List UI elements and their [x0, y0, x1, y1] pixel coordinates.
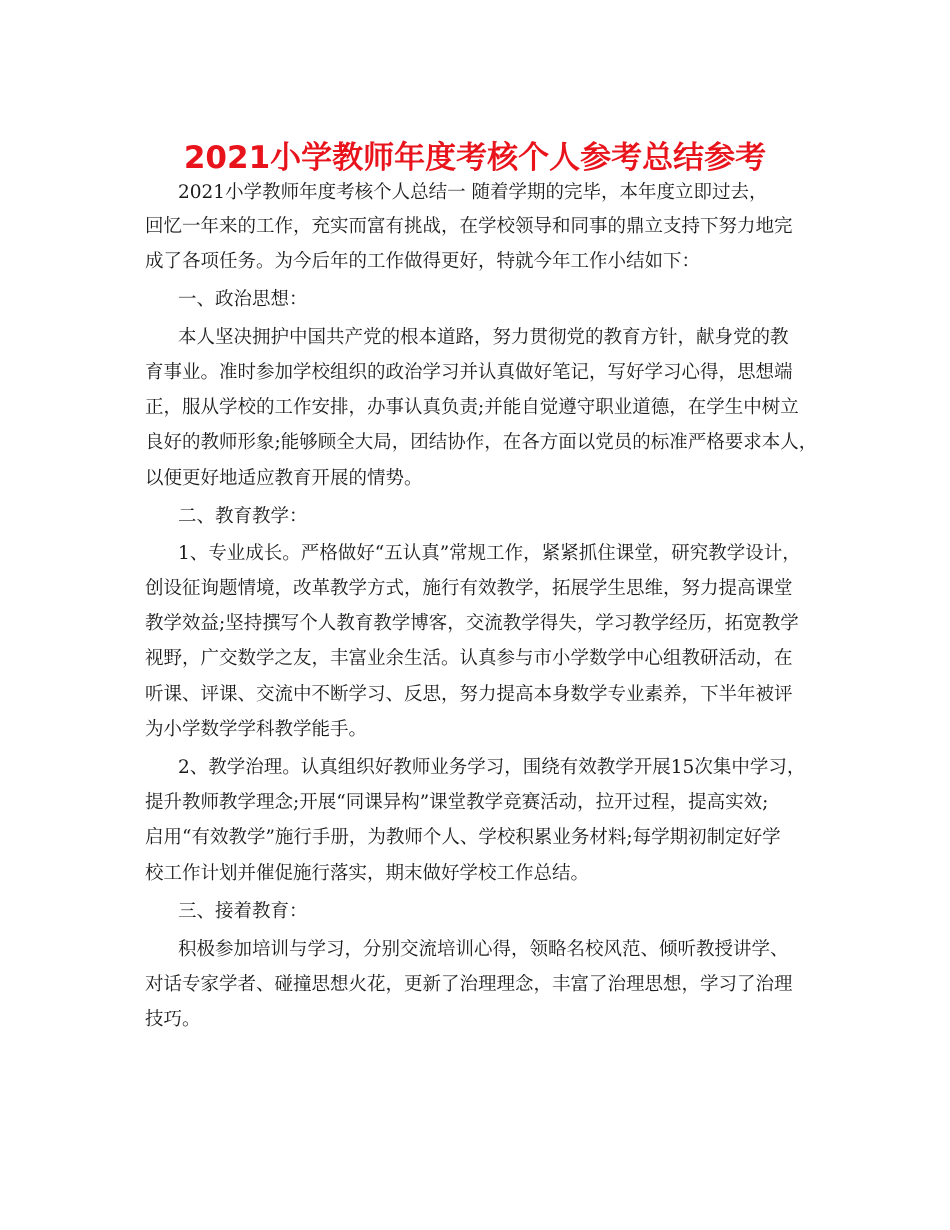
paragraph-line: 2021小学教师年度考核个人总结一 随着学期的完毕，本年度立即过去，	[178, 182, 768, 203]
paragraph-line: 技巧。	[145, 1009, 201, 1030]
paragraph-line: 回忆一年来的工作，充实而富有挑战，在学校领导和同事的鼎立支持下努力地完	[145, 216, 793, 237]
paragraph-line: 视野，广交数学之友，丰富业余生活。认真参与市小学数学中心组教研活动，在	[145, 648, 793, 669]
paragraph-line: 以便更好地适应教育开展的情势。	[145, 468, 423, 489]
paragraph-line: 启用“有效教学”施行手册，为教师个人、学校积累业务材料;每学期初制定好学	[145, 827, 781, 848]
paragraph-line: 为小学数学学科教学能手。	[145, 719, 368, 740]
paragraph-line: 听课、评课、交流中不断学习、反思，努力提高本身数学专业素养，下半年被评	[145, 684, 793, 705]
paragraph-line: 育事业。准时参加学校组织的政治学习并认真做好笔记，写好学习心得，思想端	[145, 362, 793, 383]
paragraph-line: 教学效益;坚持撰写个人教育教学博客，交流教学得失，学习教学经历，拓宽教学	[145, 613, 799, 634]
document-title: 2021小学教师年度考核个人参考总结参考	[183, 140, 767, 176]
section-heading: 三、接着教育：	[178, 901, 308, 922]
section-heading: 二、教育教学：	[178, 506, 308, 527]
paragraph-line: 本人坚决拥护中国共产党的根本道路，努力贯彻党的教育方针，献身党的教	[178, 327, 789, 348]
paragraph-line: 积极参加培训与学习，分别交流培训心得，领略名校风范、倾听教授讲学、	[178, 939, 789, 960]
paragraph-line: 创设征询题情境，改革教学方式，施行有效教学，拓展学生思维，努力提高课堂	[145, 578, 793, 599]
paragraph-line: 提升教师教学理念;开展“同课异构”课堂教学竞赛活动，拉开过程，提高实效;	[145, 792, 769, 813]
paragraph-line: 良好的教师形象;能够顾全大局，团结协作，在各方面以党员的标准严格要求本人，	[145, 432, 818, 453]
paragraph-line: 成了各项任务。为今后年的工作做得更好，特就今年工作小结如下：	[145, 251, 701, 272]
paragraph-line: 对话专家学者、碰撞思想火花，更新了治理理念，丰富了治理思想，学习了治理	[145, 974, 793, 995]
paragraph-line: 正，服从学校的工作安排，办事认真负责;并能自觉遵守职业道德，在学生中树立	[145, 397, 799, 418]
section-heading: 一、政治思想：	[178, 289, 308, 310]
paragraph-line: 1、专业成长。严格做好“五认真”常规工作，紧紧抓住课堂，研究教学设计，	[178, 543, 801, 564]
paragraph-line: 校工作计划并催促施行落实，期末做好学校工作总结。	[145, 863, 590, 884]
paragraph-line: 2、教学治理。认真组织好教师业务学习，围绕有效教学开展15次集中学习，	[178, 757, 806, 778]
